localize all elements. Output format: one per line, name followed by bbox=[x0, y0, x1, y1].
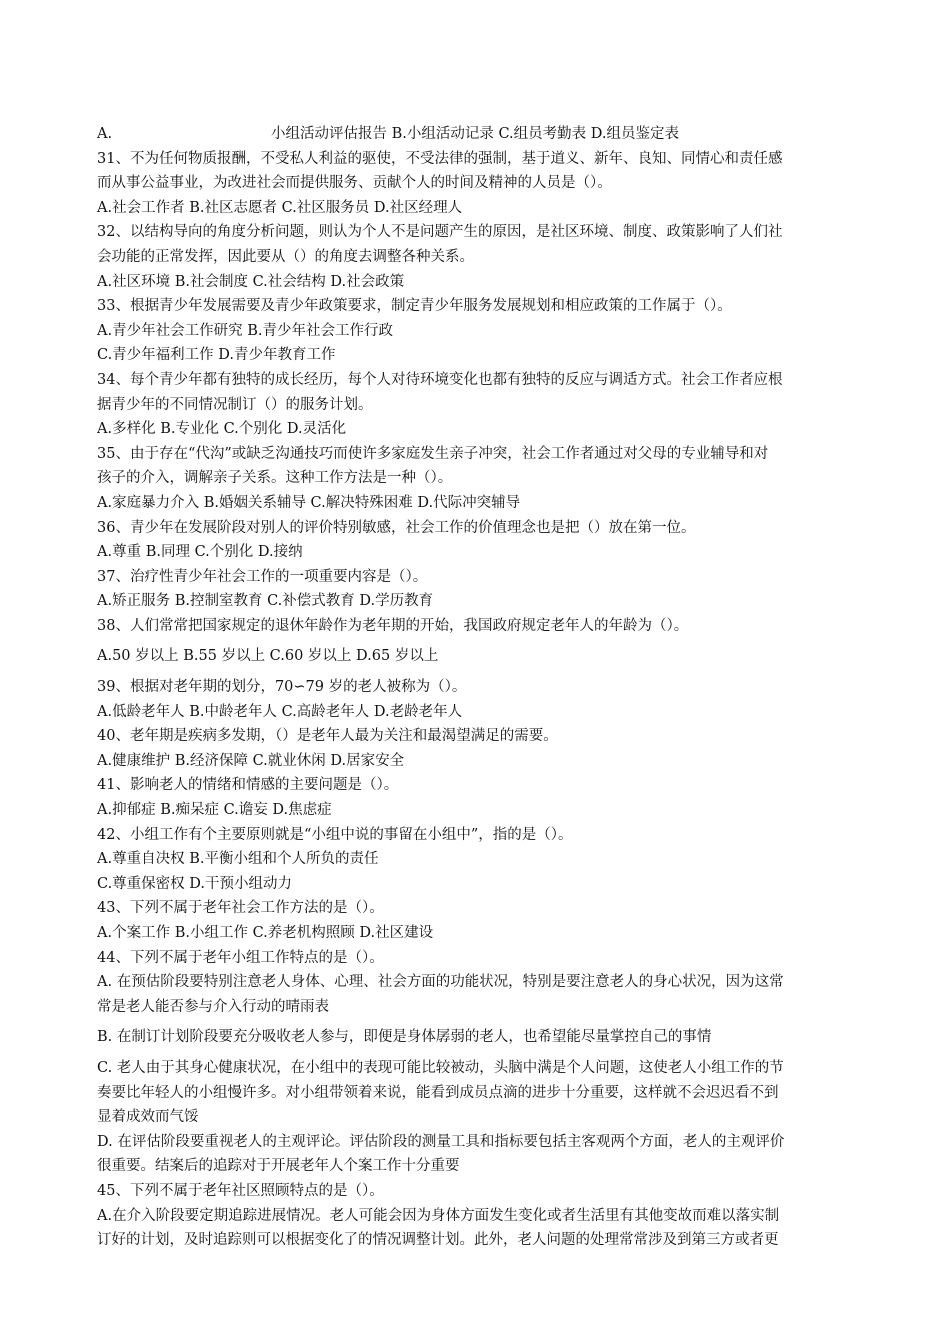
text-line: 34、每个青少年都有独特的成长经历，每个人对待环境变化也都有独特的反应与调适方式。社会工作者应根 bbox=[97, 371, 783, 388]
text-line: 39、根据对老年期的划分，70∽79 岁的老人被称为（）。 bbox=[97, 679, 467, 696]
text-line: 奏要比年轻人的小组慢许多。对小组带领着来说，能看到成员点滴的进步十分重要，这样就不会迟迟看不到 bbox=[97, 1084, 779, 1101]
text-line: A.在介入阶段要定期追踪进展情况。老人可能会因为身体方面发生变化或者生活里有其他变故而难以落实制 bbox=[97, 1207, 780, 1224]
text-line: 42、小组工作有个主要原则就是“小组中说的事留在小组中”，指的是（）。 bbox=[97, 826, 573, 843]
text-line: 40、老年期是疾病多发期，（）是老年人最为关注和最渴望满足的需要。 bbox=[97, 728, 558, 745]
text-line: A.社会工作者 B.社区志愿者 C.社区服务员 D.社区经理人 bbox=[97, 199, 463, 216]
text-line: 43、下列不属于老年社会工作方法的是（）。 bbox=[97, 900, 384, 917]
text-line: 45、下列不属于老年社区照顾特点的是（）。 bbox=[97, 1182, 384, 1199]
text-line: A.青少年社会工作研究 B.青少年社会工作行政 bbox=[97, 322, 393, 339]
document-page bbox=[97, 122, 857, 1253]
text-line: A.50 岁以上 B.55 岁以上 C.60 岁以上 D.65 岁以上 bbox=[97, 648, 439, 665]
text-lines bbox=[97, 147, 857, 1253]
text-line: 订好的计划，及时追踪则可以根据变化了的情况调整计划。此外，老人问题的处理常常涉及到第三方或者更 bbox=[97, 1232, 779, 1249]
text-line: C.尊重保密权 D.干预小组动力 bbox=[97, 875, 293, 892]
text-line: A. 在预估阶段要特别注意老人身体、心理、社会方面的功能状况，特别是要注意老人的身心状况，因为这常 bbox=[97, 974, 784, 991]
text-line: 而从事公益事业，为改进社会而提供服务、贡献个人的时间及精神的人员是（）。 bbox=[97, 175, 612, 192]
text-line: 37、治疗性青少年社会工作的一项重要内容是（）。 bbox=[97, 568, 428, 585]
text-line: C. 老人由于其身心健康状况，在小组中的表现可能比较被动，头脑中满是个人问题，这使老人小组工作的节 bbox=[97, 1059, 784, 1076]
option-letter: A. bbox=[97, 126, 113, 142]
text-line: A.尊重自决权 B.平衡小组和个人所负的责任 bbox=[97, 851, 379, 868]
text-line: C.青少年福利工作 D.青少年教育工作 bbox=[97, 347, 336, 364]
text-line: A.矫正服务 B.控制室教育 C.补偿式教育 D.学历教育 bbox=[97, 593, 434, 610]
text-line: 很重要。结案后的追踪对于开展老年人个案工作十分重要 bbox=[97, 1158, 460, 1175]
text-line: 常是老人能否参与介入行动的晴雨表 bbox=[97, 998, 329, 1015]
text-line: 33、根据青少年发展需要及青少年政策要求，制定青少年服务发展规划和相应政策的工作属于（）。 bbox=[97, 298, 732, 315]
text-line: A.健康维护 B.经济保障 C.就业休闲 D.居家安全 bbox=[97, 752, 405, 769]
text-line: 44、下列不属于老年小组工作特点的是（）。 bbox=[97, 949, 384, 966]
text-line: 孩子的介入，调解亲子关系。这种工作方法是一种（）。 bbox=[97, 470, 453, 487]
text-line: D. 在评估阶段要重视老人的主观评论。评估阶段的测量工具和指标要包括主客观两个方面，老人的主观评价 bbox=[97, 1133, 785, 1150]
text-line: A.抑郁症 B.痴呆症 C.谵妄 D.焦虑症 bbox=[97, 802, 332, 819]
text-line: 会功能的正常发挥，因此要从（）的角度去调整各种关系。 bbox=[97, 248, 474, 265]
text-line: B. 在制订计划阶段要充分吸收老人参与，即便是身体孱弱的老人，也希望能尽量掌控自己的事情 bbox=[97, 1029, 712, 1046]
text-line: A.个案工作 B.小组工作 C.养老机构照顾 D.社区建设 bbox=[97, 925, 434, 941]
text-line: A.社区环境 B.社会制度 C.社会结构 D.社会政策 bbox=[97, 273, 405, 290]
text-line: 31、不为任何物质报酬，不受私人利益的驱使，不受法律的强制，基于道义、新年、良知、同情心和责任感 bbox=[97, 150, 783, 167]
text-line: 32、以结构导向的角度分析问题，则认为个人不是问题产生的原因，是社区环境、制度、政策影响了人们社 bbox=[97, 224, 783, 241]
text-line: A.多样化 B.专业化 C.个别化 D.灵活化 bbox=[97, 421, 347, 438]
text-line: 据青少年的不同情况制订（）的服务计划。 bbox=[97, 396, 373, 413]
text-line: A.低龄老年人 B.中龄老年人 C.高龄老年人 D.老龄老年人 bbox=[97, 703, 463, 720]
text-line: A.家庭暴力介入 B.婚姻关系辅导 C.解决特殊困难 D.代际冲突辅导 bbox=[97, 494, 521, 511]
line-0 bbox=[97, 122, 857, 147]
text-line: 41、影响老人的情绪和情感的主要问题是（）。 bbox=[97, 777, 399, 794]
text-line: A.尊重 B.同理 C.个别化 D.接纳 bbox=[97, 544, 303, 561]
text-line: 38、人们常常把国家规定的退休年龄作为老年期的开始，我国政府规定老年人的年龄为（）。 bbox=[97, 617, 689, 634]
option-text: 小组活动评估报告 B.小组活动记录 C.组员考勤表 D.组员鉴定表 bbox=[271, 126, 679, 142]
text-line: 显着成效而气馁 bbox=[97, 1109, 199, 1126]
text-line: 35、由于存在“代沟”或缺乏沟通技巧而使许多家庭发生亲子冲突，社会工作者通过对父母的专业辅导和对 bbox=[97, 445, 769, 462]
text-line: 36、青少年在发展阶段对别人的评价特别敏感，社会工作的价值理念也是把（）放在第一位。 bbox=[97, 519, 696, 536]
